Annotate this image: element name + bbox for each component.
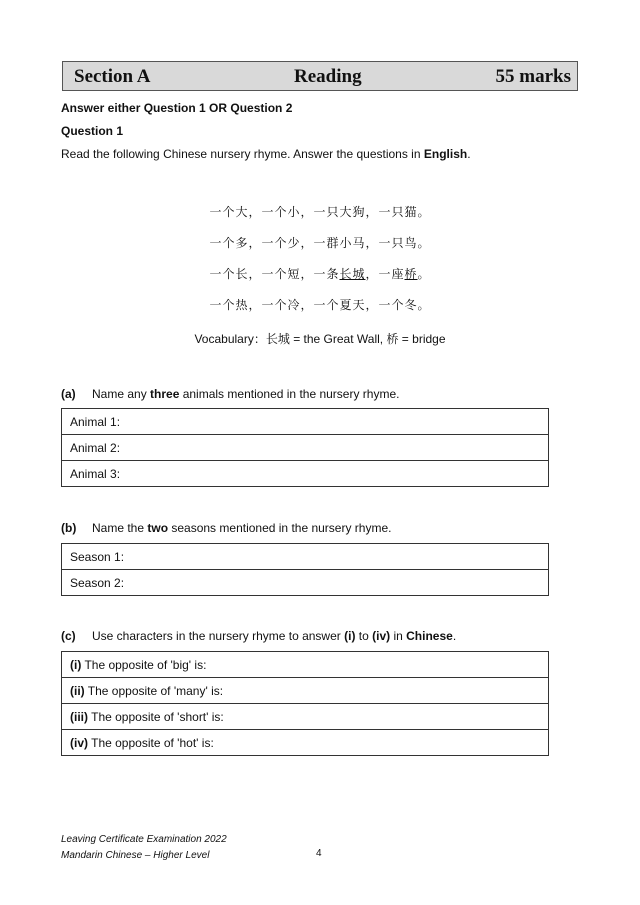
opposite-big-field[interactable] xyxy=(62,652,549,678)
intro-end: . xyxy=(467,147,471,161)
rhyme-line-3-start: 一个长，一个短，一条 xyxy=(209,267,340,281)
vocabulary-label: Vocabulary： xyxy=(194,332,266,346)
rhyme-line-2: 一个多，一个少，一群小马，一只鸟。 xyxy=(209,236,431,250)
season-1-field[interactable]: Season 1: xyxy=(62,544,549,570)
part-c-text-in: in xyxy=(390,629,407,643)
row-prompt: The opposite of 'hot' is: xyxy=(88,735,214,750)
vocabulary-line xyxy=(0,330,640,347)
animals-answer-table xyxy=(61,408,549,487)
part-a-bold: three xyxy=(150,387,180,401)
section-marks: 55 marks xyxy=(495,66,571,87)
part-c-text: Use characters in the nursery rhyme to answer xyxy=(92,629,345,643)
rhyme-great-wall: 长城 xyxy=(339,267,366,281)
part-c-text-end: . xyxy=(452,629,457,643)
part-b-text-end: seasons mentioned in the nursery rhyme. xyxy=(168,521,392,535)
part-b-question xyxy=(61,521,391,535)
part-a-text-end: animals mentioned in the nursery rhyme. xyxy=(179,387,400,401)
opposites-answer-table xyxy=(61,651,549,756)
opposite-many-field[interactable] xyxy=(62,678,549,704)
part-a-text: Name any xyxy=(92,387,151,401)
row-number: (ii) xyxy=(70,683,85,698)
part-c-bold-iv: (iv) xyxy=(372,629,391,643)
rhyme-line-3-end: 。 xyxy=(417,267,431,281)
animal-1-field[interactable]: Animal 1: xyxy=(62,409,549,435)
row-number: (iv) xyxy=(70,735,88,750)
intro-text: Read the following Chinese nursery rhyme. Answer the questions in xyxy=(61,147,424,161)
section-header-bar xyxy=(62,61,578,91)
rhyme-line-4: 一个热，一个冷，一个夏天，一个冬。 xyxy=(209,298,431,312)
seasons-answer-table xyxy=(61,543,549,596)
row-prompt: The opposite of 'many' is: xyxy=(84,683,224,698)
part-c-bold-chinese: Chinese xyxy=(406,629,453,643)
page-number: 4 xyxy=(316,848,322,859)
animal-2-field[interactable]: Animal 2: xyxy=(62,435,549,461)
section-label: Section A xyxy=(74,66,151,87)
season-2-field[interactable]: Season 2: xyxy=(62,570,549,596)
question-intro xyxy=(61,147,471,161)
intro-bold: English xyxy=(423,147,468,161)
footer-exam-name: Leaving Certificate Examination 2022 xyxy=(61,834,227,845)
vocab-def-great-wall: = the Great Wall, xyxy=(289,332,387,346)
row-number: (iii) xyxy=(70,709,88,724)
vocab-term-bridge: 桥 xyxy=(386,332,399,346)
row-number: (i) xyxy=(70,657,82,672)
animal-3-field[interactable]: Animal 3: xyxy=(62,461,549,487)
vocab-term-great-wall: 长城 xyxy=(265,332,290,346)
part-b-text: Name the xyxy=(92,521,148,535)
footer-subject: Mandarin Chinese – Higher Level xyxy=(61,850,210,861)
part-b-bold: two xyxy=(147,521,169,535)
rhyme-line-3 xyxy=(0,265,640,282)
part-c-bold-i: (i) xyxy=(344,629,356,643)
part-a-letter: (a) xyxy=(61,387,76,401)
part-c-text-to: to xyxy=(355,629,373,643)
rhyme-bridge: 桥 xyxy=(404,267,418,281)
part-b-letter: (b) xyxy=(61,521,77,535)
opposite-short-field[interactable] xyxy=(62,704,549,730)
opposite-hot-field[interactable] xyxy=(62,730,549,756)
page-footer xyxy=(61,832,227,864)
question-title: Question 1 xyxy=(61,124,124,138)
row-prompt: The opposite of 'big' is: xyxy=(81,657,207,672)
part-c-letter: (c) xyxy=(61,629,76,643)
answer-instruction: Answer either Question 1 OR Question 2 xyxy=(61,101,293,115)
section-title: Reading xyxy=(294,66,362,87)
row-prompt: The opposite of 'short' is: xyxy=(88,709,224,724)
rhyme-line-1: 一个大，一个小，一只大狗，一只猫。 xyxy=(209,205,431,219)
part-a-question xyxy=(61,387,399,401)
rhyme-line-3-mid: ，一座 xyxy=(365,267,405,281)
part-c-question xyxy=(61,629,456,643)
vocab-def-bridge: = bridge xyxy=(398,332,446,346)
